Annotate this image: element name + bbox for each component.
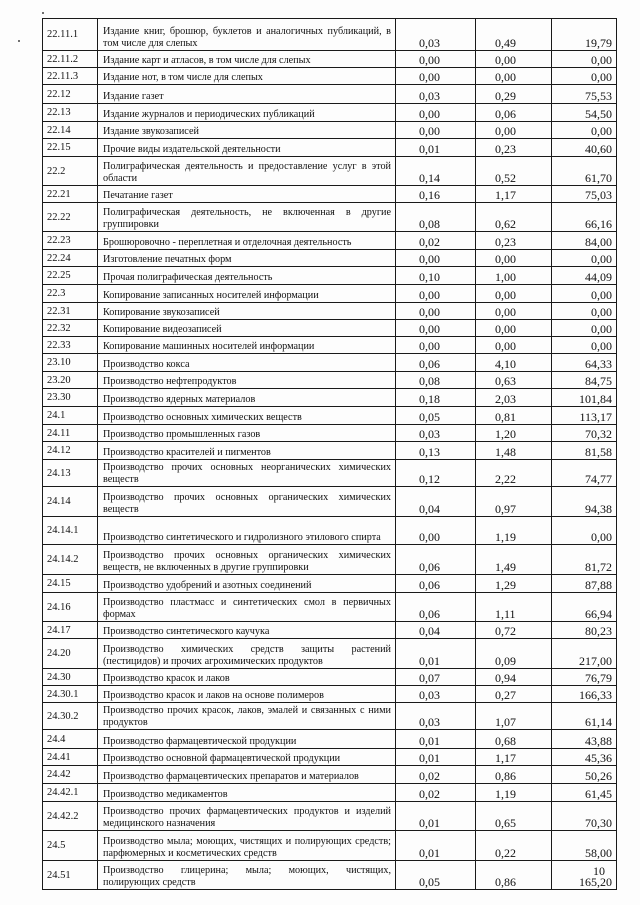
value-3: 113,17: [552, 407, 617, 425]
activity-name: Копирование записанных носителей информации: [98, 285, 396, 303]
value-2: 0,23: [476, 139, 552, 157]
value-2: 0,86: [476, 766, 552, 784]
value-3: 0,00: [552, 51, 617, 68]
activity-name: Копирование видеозаписей: [98, 320, 396, 337]
activity-name: Производство синтетического каучука: [98, 622, 396, 639]
value-3: 81,58: [552, 442, 617, 460]
activity-code: 24.11: [43, 425, 98, 442]
activity-name: Производство прочих основных органических химических веществ, не включенных в другие группировки: [98, 545, 396, 575]
activity-name: Производство фармацевтических препаратов и материалов: [98, 766, 396, 784]
value-1: 0,18: [396, 389, 476, 407]
value-2: 1,48: [476, 442, 552, 460]
activity-name: Производство ядерных материалов: [98, 389, 396, 407]
activity-name: Прочие виды издательской деятельности: [98, 139, 396, 157]
value-1: 0,05: [396, 861, 476, 890]
value-1: 0,03: [396, 85, 476, 104]
value-1: 0,03: [396, 425, 476, 442]
activity-code: 23.20: [43, 372, 98, 389]
activity-name: Производство глицерина; мыла; моющих, чистящих, полирующих средств: [98, 861, 396, 890]
activity-code: 24.17: [43, 622, 98, 639]
activity-code: 24.14: [43, 487, 98, 517]
activity-code: 24.5: [43, 831, 98, 861]
table-row: [43, 68, 617, 85]
value-3: 75,03: [552, 186, 617, 203]
activity-code: 24.16: [43, 593, 98, 622]
table-row: [43, 425, 617, 442]
value-1: 0,14: [396, 157, 476, 186]
activity-code: 24.14.2: [43, 545, 98, 575]
value-2: 0,22: [476, 831, 552, 861]
activity-code: 22.12: [43, 85, 98, 104]
table-row: [43, 186, 617, 203]
value-2: 0,72: [476, 622, 552, 639]
value-3: 66,94: [552, 593, 617, 622]
value-1: 0,07: [396, 669, 476, 686]
value-3: 94,38: [552, 487, 617, 517]
activity-name: Производство медикаментов: [98, 784, 396, 802]
value-1: 0,05: [396, 407, 476, 425]
value-1: 0,00: [396, 68, 476, 85]
value-2: 0,00: [476, 122, 552, 139]
activity-name: Копирование звукозаписей: [98, 303, 396, 320]
table-row: [43, 861, 617, 890]
activity-code: 22.22: [43, 203, 98, 232]
activity-name: Изготовление печатных форм: [98, 250, 396, 267]
activity-code: 22.24: [43, 250, 98, 267]
table-row: [43, 354, 617, 372]
value-2: 1,17: [476, 186, 552, 203]
value-3: 50,26: [552, 766, 617, 784]
activity-name: Брошюровочно - переплетная и отделочная деятельность: [98, 232, 396, 250]
activity-code: 22.15: [43, 139, 98, 157]
table-row: [43, 157, 617, 186]
value-1: 0,00: [396, 285, 476, 303]
value-1: 0,01: [396, 639, 476, 669]
value-3: 0,00: [552, 320, 617, 337]
value-3: 81,72: [552, 545, 617, 575]
value-1: 0,06: [396, 575, 476, 593]
table-body: [43, 19, 617, 890]
table-row: [43, 250, 617, 267]
table-row: [43, 749, 617, 766]
activity-name: Производство красок и лаков на основе полимеров: [98, 686, 396, 703]
value-1: 0,02: [396, 232, 476, 250]
activity-code: 22.31: [43, 303, 98, 320]
table-row: [43, 802, 617, 831]
table-row: [43, 122, 617, 139]
table-row: [43, 267, 617, 285]
activity-code: 24.4: [43, 730, 98, 749]
value-2: 1,11: [476, 593, 552, 622]
scan-artifact: [18, 40, 20, 42]
table-row: [43, 703, 617, 730]
value-2: 1,29: [476, 575, 552, 593]
activity-code: 24.1: [43, 407, 98, 425]
value-3: 70,30: [552, 802, 617, 831]
activity-name: Издание журналов и периодических публикаций: [98, 104, 396, 122]
table-row: [43, 320, 617, 337]
value-3: 0,00: [552, 68, 617, 85]
activity-code: 22.14: [43, 122, 98, 139]
value-3: 0,00: [552, 337, 617, 354]
value-2: 0,00: [476, 320, 552, 337]
table-row: [43, 407, 617, 425]
value-1: 0,08: [396, 372, 476, 389]
activity-code: 23.10: [43, 354, 98, 372]
value-2: 1,07: [476, 703, 552, 730]
table-row: [43, 669, 617, 686]
table-row: [43, 784, 617, 802]
activity-name: Прочая полиграфическая деятельность: [98, 267, 396, 285]
activity-code: 24.15: [43, 575, 98, 593]
value-2: 0,00: [476, 51, 552, 68]
value-3: 58,00: [552, 831, 617, 861]
table-row: [43, 639, 617, 669]
value-2: 0,00: [476, 303, 552, 320]
activity-name: Производство мыла; моющих, чистящих и полирующих средств; парфюмерных и косметических средств: [98, 831, 396, 861]
table-row: [43, 232, 617, 250]
value-2: 0,49: [476, 19, 552, 51]
table-row: [43, 831, 617, 861]
value-1: 0,16: [396, 186, 476, 203]
value-2: 0,63: [476, 372, 552, 389]
value-3: 45,36: [552, 749, 617, 766]
value-3: 64,33: [552, 354, 617, 372]
value-3: 43,88: [552, 730, 617, 749]
value-2: 1,17: [476, 749, 552, 766]
table-row: [43, 593, 617, 622]
value-3: 70,32: [552, 425, 617, 442]
table-row: [43, 730, 617, 749]
activity-code: 24.30.2: [43, 703, 98, 730]
value-3: 40,60: [552, 139, 617, 157]
value-3: 61,70: [552, 157, 617, 186]
value-3: 0,00: [552, 250, 617, 267]
value-1: 0,03: [396, 19, 476, 51]
activity-code: 24.30: [43, 669, 98, 686]
value-3: 0,00: [552, 285, 617, 303]
activity-code: 24.42: [43, 766, 98, 784]
table-row: [43, 104, 617, 122]
value-3: 165,20: [552, 861, 617, 890]
table-row: [43, 372, 617, 389]
value-2: 0,00: [476, 250, 552, 267]
value-2: 1,19: [476, 784, 552, 802]
activity-code: 22.11.1: [43, 19, 98, 51]
value-1: 0,03: [396, 686, 476, 703]
activity-code: 22.25: [43, 267, 98, 285]
value-3: 44,09: [552, 267, 617, 285]
activity-name: Копирование машинных носителей информации: [98, 337, 396, 354]
activity-name: Издание газет: [98, 85, 396, 104]
value-1: 0,10: [396, 267, 476, 285]
activity-name: Производство удобрений и азотных соединений: [98, 575, 396, 593]
value-1: 0,00: [396, 104, 476, 122]
value-1: 0,02: [396, 784, 476, 802]
value-3: 166,33: [552, 686, 617, 703]
value-1: 0,00: [396, 303, 476, 320]
activity-name: Производство нефтепродуктов: [98, 372, 396, 389]
table-row: [43, 19, 617, 51]
table-row: [43, 575, 617, 593]
value-1: 0,06: [396, 354, 476, 372]
value-1: 0,00: [396, 337, 476, 354]
value-1: 0,00: [396, 122, 476, 139]
table-row: [43, 203, 617, 232]
value-2: 0,29: [476, 85, 552, 104]
page-number: 10: [593, 864, 605, 878]
activity-name: Производство химических средств защиты растений (пестицидов) и прочих агрохимических продуктов: [98, 639, 396, 669]
activity-code: 24.13: [43, 460, 98, 487]
activity-name: Издание нот, в том числе для слепых: [98, 68, 396, 85]
activity-name: Производство основной фармацевтической продукции: [98, 749, 396, 766]
value-1: 0,00: [396, 320, 476, 337]
activity-name: Издание звукозаписей: [98, 122, 396, 139]
activity-code: 22.13: [43, 104, 98, 122]
value-1: 0,00: [396, 250, 476, 267]
value-1: 0,13: [396, 442, 476, 460]
value-3: 76,79: [552, 669, 617, 686]
value-2: 0,97: [476, 487, 552, 517]
value-2: 0,86: [476, 861, 552, 890]
activity-name: Производство фармацевтической продукции: [98, 730, 396, 749]
value-3: 0,00: [552, 122, 617, 139]
value-2: 1,49: [476, 545, 552, 575]
value-1: 0,04: [396, 622, 476, 639]
value-3: 0,00: [552, 303, 617, 320]
activity-code: 22.23: [43, 232, 98, 250]
table-row: [43, 766, 617, 784]
data-table: [42, 18, 617, 890]
activity-code: 22.21: [43, 186, 98, 203]
value-1: 0,06: [396, 593, 476, 622]
value-3: 61,45: [552, 784, 617, 802]
value-2: 0,00: [476, 285, 552, 303]
activity-code: 22.11.3: [43, 68, 98, 85]
table-row: [43, 460, 617, 487]
value-3: 217,00: [552, 639, 617, 669]
activity-name: Производство основных химических веществ: [98, 407, 396, 425]
table-row: [43, 139, 617, 157]
activity-code: 24.20: [43, 639, 98, 669]
scan-artifact: [42, 12, 44, 14]
activity-name: Производство пластмасс и синтетических смол в первичных формах: [98, 593, 396, 622]
activity-name: Печатание газет: [98, 186, 396, 203]
value-1: 0,03: [396, 703, 476, 730]
value-2: 0,27: [476, 686, 552, 703]
value-1: 0,08: [396, 203, 476, 232]
value-1: 0,01: [396, 749, 476, 766]
activity-code: 22.32: [43, 320, 98, 337]
value-2: 0,00: [476, 68, 552, 85]
value-1: 0,01: [396, 802, 476, 831]
value-3: 19,79: [552, 19, 617, 51]
table-row: [43, 303, 617, 320]
value-1: 0,06: [396, 545, 476, 575]
activity-code: 22.2: [43, 157, 98, 186]
activity-code: 24.41: [43, 749, 98, 766]
activity-code: 24.51: [43, 861, 98, 890]
activity-name: Производство синтетического и гидролизного этилового спирта: [98, 517, 396, 545]
table-row: [43, 337, 617, 354]
value-2: 0,94: [476, 669, 552, 686]
value-2: 1,20: [476, 425, 552, 442]
activity-name: Производство прочих красок, лаков, эмалей и связанных с ними продуктов: [98, 703, 396, 730]
value-2: 0,65: [476, 802, 552, 831]
table-row: [43, 85, 617, 104]
activity-code: 24.42.2: [43, 802, 98, 831]
value-1: 0,02: [396, 766, 476, 784]
value-2: 0,09: [476, 639, 552, 669]
value-2: 4,10: [476, 354, 552, 372]
value-1: 0,04: [396, 487, 476, 517]
activity-name: Издание книг, брошюр, буклетов и аналогичных публикаций, в том числе для слепых: [98, 19, 396, 51]
activity-name: Производство кокса: [98, 354, 396, 372]
value-2: 0,52: [476, 157, 552, 186]
value-2: 0,06: [476, 104, 552, 122]
value-2: 1,19: [476, 517, 552, 545]
value-2: 2,03: [476, 389, 552, 407]
value-3: 54,50: [552, 104, 617, 122]
table-row: [43, 442, 617, 460]
table-row: [43, 285, 617, 303]
value-2: 0,68: [476, 730, 552, 749]
activity-code: 24.14.1: [43, 517, 98, 545]
activity-code: 22.11.2: [43, 51, 98, 68]
value-3: 0,00: [552, 517, 617, 545]
table-row: [43, 622, 617, 639]
activity-name: Производство промышленных газов: [98, 425, 396, 442]
activity-name: Производство прочих основных органических химических веществ: [98, 487, 396, 517]
activity-code: 23.30: [43, 389, 98, 407]
activity-code: 22.33: [43, 337, 98, 354]
value-3: 74,77: [552, 460, 617, 487]
activity-name: Производство красок и лаков: [98, 669, 396, 686]
value-3: 80,23: [552, 622, 617, 639]
value-2: 0,62: [476, 203, 552, 232]
activity-code: 24.30.1: [43, 686, 98, 703]
value-2: 0,00: [476, 337, 552, 354]
table-row: [43, 389, 617, 407]
activity-name: Производство прочих фармацевтических продуктов и изделий медицинского назначения: [98, 802, 396, 831]
value-1: 0,01: [396, 831, 476, 861]
value-2: 1,00: [476, 267, 552, 285]
activity-name: Полиграфическая деятельность, не включенная в другие группировки: [98, 203, 396, 232]
value-3: 75,53: [552, 85, 617, 104]
value-3: 84,00: [552, 232, 617, 250]
activity-name: Производство красителей и пигментов: [98, 442, 396, 460]
activity-name: Полиграфическая деятельность и предоставление услуг в этой области: [98, 157, 396, 186]
value-3: 66,16: [552, 203, 617, 232]
table-row: [43, 686, 617, 703]
value-2: 0,23: [476, 232, 552, 250]
value-1: 0,12: [396, 460, 476, 487]
value-2: 2,22: [476, 460, 552, 487]
value-1: 0,00: [396, 517, 476, 545]
value-3: 101,84: [552, 389, 617, 407]
activity-name: Производство прочих основных неорганических химических веществ: [98, 460, 396, 487]
value-3: 87,88: [552, 575, 617, 593]
value-3: 61,14: [552, 703, 617, 730]
value-2: 0,81: [476, 407, 552, 425]
value-1: 0,00: [396, 51, 476, 68]
table-row: [43, 545, 617, 575]
activity-code: 22.3: [43, 285, 98, 303]
value-3: 84,75: [552, 372, 617, 389]
activity-name: Издание карт и атласов, в том числе для слепых: [98, 51, 396, 68]
value-1: 0,01: [396, 730, 476, 749]
table-row: [43, 517, 617, 545]
value-1: 0,01: [396, 139, 476, 157]
table-row: [43, 51, 617, 68]
table-row: [43, 487, 617, 517]
activity-code: 24.42.1: [43, 784, 98, 802]
activity-code: 24.12: [43, 442, 98, 460]
